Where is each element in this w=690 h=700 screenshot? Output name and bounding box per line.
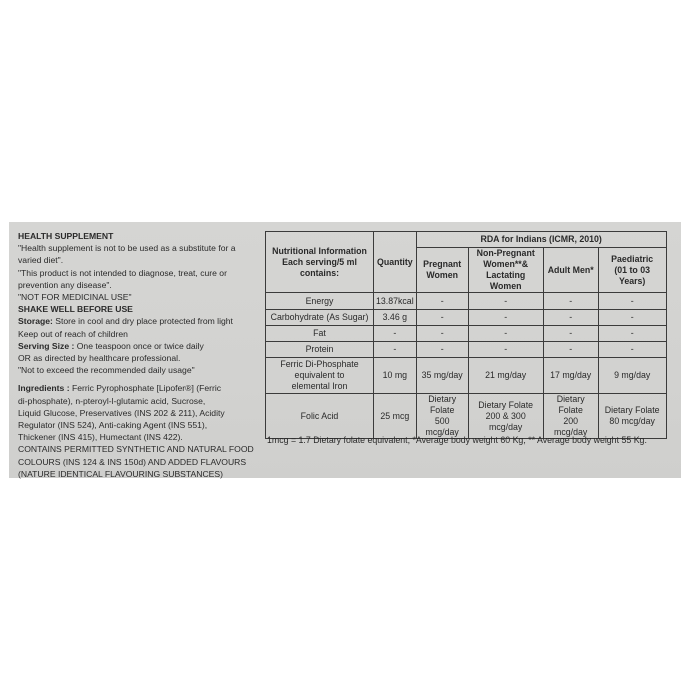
label-panel — [9, 222, 681, 478]
contains-line: COLOURS (INS 124 & INS 150d) AND ADDED FLAVOURS — [18, 456, 247, 467]
header-pregnant-women: Pregnant Women — [416, 248, 468, 293]
health-supplement-text — [18, 230, 254, 480]
header-quantity: Quantity — [374, 232, 417, 293]
row-qty: 3.46 g — [374, 310, 417, 326]
storage-line — [18, 315, 250, 327]
table-row: Carbohydrate (As Sugar) 3.46 g - - - - — [266, 310, 667, 326]
ingredients-label: Ingredients : — [18, 383, 70, 394]
header-paediatric: Paediatric (01 to 03 Years) — [598, 248, 666, 293]
row-qty: 25 mcg — [374, 394, 417, 439]
row-name: Protein — [266, 342, 374, 358]
header-non-pregnant-lactating: Non-Pregnant Women**& Lactating Women — [468, 248, 543, 293]
header-adult-men: Adult Men* — [543, 248, 598, 293]
storage-label: Storage: — [18, 316, 53, 327]
contains-line: (NATURE IDENTICAL FLAVOURING SUBSTANCES) — [18, 468, 223, 479]
ingredients-line: di-phosphate), n-pteroyl-l-glutamic acid, Sucrose, — [18, 395, 206, 406]
table-row: Protein - - - - - — [266, 342, 667, 358]
row-qty: 10 mg — [374, 358, 417, 394]
serving-label: Serving Size : — [18, 340, 75, 351]
not-exceed-line: "Not to exceed the recommended daily usage" — [18, 365, 195, 376]
row-name-ferric: Ferric Di-Phosphate equivalent to elemental Iron — [266, 358, 374, 394]
disclaimer-line: "This product is not intended to diagnose, treat, cure or — [18, 267, 227, 278]
disclaimer-line: prevention any disease". — [18, 279, 112, 290]
table-row: Folic Acid 25 mcg Dietary Folate 500 mcg/day Dietary Folate 200 & 300 mcg/day Dietary Folate 200 mcg/day Dietary Folate 80 mcg/day — [266, 394, 667, 439]
storage-text: Store in cool and dry place protected from light — [52, 316, 233, 327]
row-name: Carbohydrate (As Sugar) — [266, 310, 374, 326]
serving-line — [18, 340, 250, 352]
row-qty: 13.87kcal — [374, 293, 417, 310]
header-nutritional-info: Nutritional Information Each serving/5 ml contains: — [266, 232, 374, 293]
footnote: 1mcg = 1.7 Dietary folate equivalent, *Average body weight 60 Kg, ** Average body weight 55 Kg. — [267, 435, 647, 445]
disclaimer-line: varied diet". — [18, 255, 64, 266]
ingredients-line: Liquid Glucose, Preservatives (INS 202 & 211), Acidity — [18, 407, 225, 418]
ingredients-line: Regulator (INS 524), Anti-caking Agent (INS 551), — [18, 420, 208, 431]
table-row: Energy 13.87kcal - - - - — [266, 293, 667, 310]
disclaimer-line: "NOT FOR MEDICINAL USE" — [18, 292, 132, 303]
keep-out-line: Keep out of reach of children — [18, 328, 128, 339]
row-name: Fat — [266, 326, 374, 342]
serving-text: One teaspoon once or twice daily — [74, 340, 204, 351]
ingredients-line: Thickener (INS 415), Humectant (INS 422). — [18, 432, 183, 443]
table-row: Ferric Di-Phosphate equivalent to elemental Iron 10 mg 35 mg/day 21 mg/day 17 mg/day 9 mg/day — [266, 358, 667, 394]
row-qty: - — [374, 326, 417, 342]
heading-health-supplement: HEALTH SUPPLEMENT — [18, 231, 114, 241]
header-rda: RDA for Indians (ICMR, 2010) — [416, 232, 666, 248]
table-row: Fat - - - - - — [266, 326, 667, 342]
ingredients-line: Ingredients : Ferric Pyrophosphate [Lipofer®] (Ferric — [18, 383, 222, 394]
shake-well-heading: SHAKE WELL BEFORE USE — [18, 304, 133, 315]
contains-line: CONTAINS PERMITTED SYNTHETIC AND NATURAL FOOD — [18, 444, 254, 455]
row-qty: - — [374, 342, 417, 358]
directed-line: OR as directed by healthcare professional. — [18, 353, 181, 364]
nutrition-table — [265, 231, 667, 439]
row-name: Folic Acid — [266, 394, 374, 439]
disclaimer-line: "Health supplement is not to be used as a substitute for a — [18, 243, 236, 254]
row-name: Energy — [266, 293, 374, 310]
